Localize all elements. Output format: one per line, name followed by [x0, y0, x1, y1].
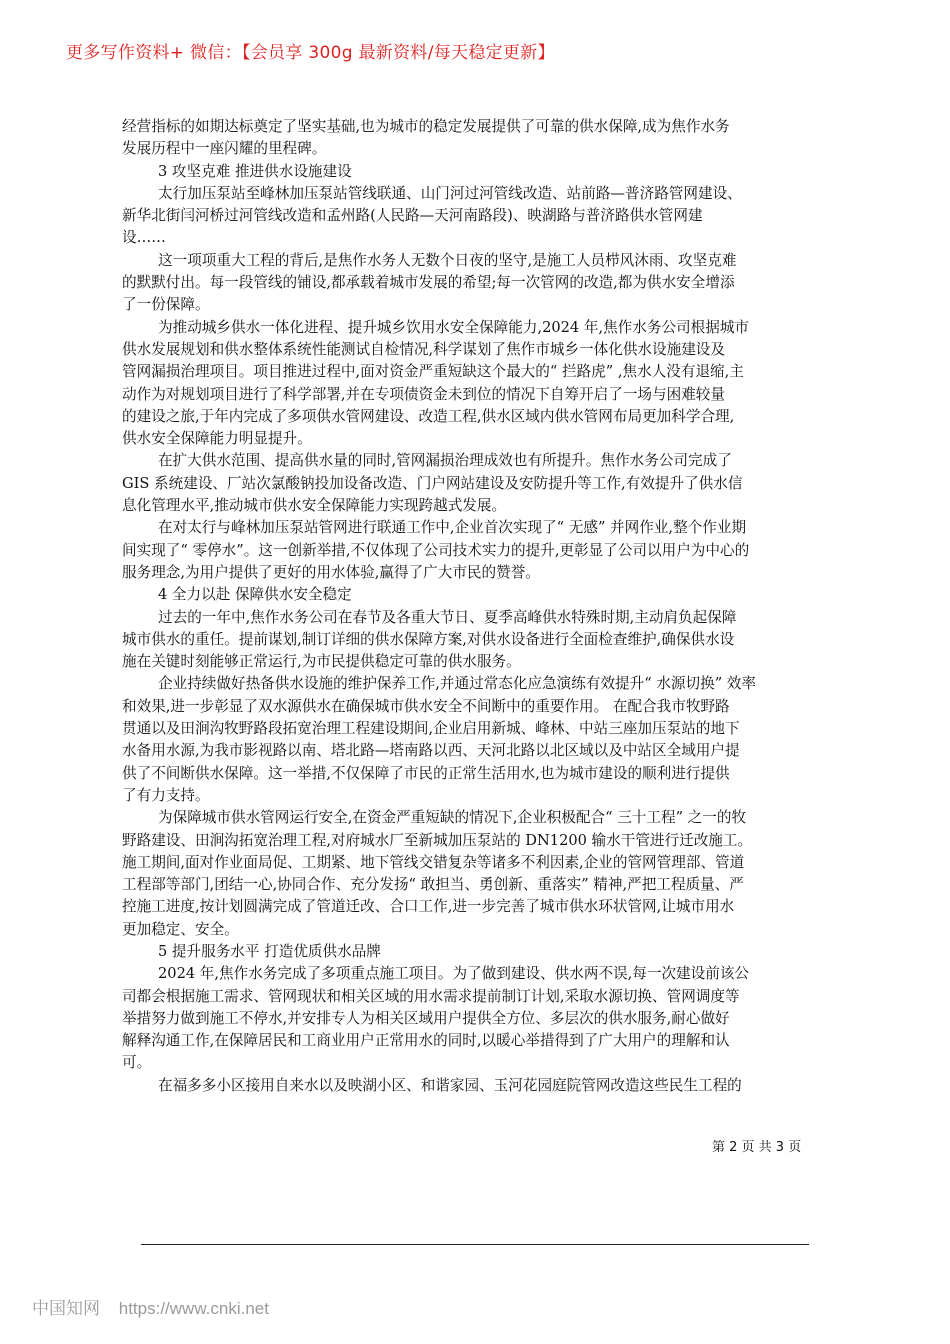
text-line: 企业持续做好热备供水设施的维护保养工作,并通过常态化应急演练有效提升“ 水源切换” 效率 — [158, 675, 756, 693]
cnki-logo-text: 中国知网 — [32, 1299, 100, 1318]
text-line: 供了不间断供水保障。这一举措,不仅保障了市民的正常生活用水,也为城市建设的顺利进行提供 — [122, 764, 730, 782]
text-line: 的默默付出。每一段管线的铺设,都承载着城市发展的希望;每一次管网的改造,都为供水安全增添 — [122, 274, 735, 292]
cnki-watermark — [32, 1294, 269, 1319]
text-line: 这一项项重大工程的背后,是焦作水务人无数个日夜的坚守,是施工人员栉风沐雨、攻坚克难 — [158, 251, 737, 269]
section-heading: 3 攻坚克难 推进供水设施建设 — [158, 162, 352, 180]
text-line: GIS 系统建设、厂站次氯酸钠投加设备改造、门户网站建设及安防提升等工作,有效提升了供水信 — [122, 474, 743, 492]
text-line: 可。 — [122, 1054, 152, 1072]
cnki-url: https://www.cnki.net — [118, 1299, 269, 1318]
text-line: 水备用水源,为我市影视路以南、塔北路—塔南路以西、天河北路以北区域以及中站区全域用户提 — [122, 742, 740, 760]
text-line: 了有力支持。 — [122, 786, 210, 804]
text-line: 动作为对规划项目进行了科学部署,并在专项债资金未到位的情况下自筹开启了一场与困难较量 — [122, 385, 725, 403]
text-line: 经营指标的如期达标奠定了坚实基础,也为城市的稳定发展提供了可靠的供水保障,成为焦作水务 — [122, 118, 730, 135]
text-line: 设…… — [122, 229, 166, 247]
text-line: 2024 年,焦作水务完成了多项重点施工项目。为了做到建设、供水两不误,每一次建设前该公 — [158, 965, 750, 983]
text-line: 为保障城市供水管网运行安全,在资金严重短缺的情况下,企业积极配合“ 三十工程” 之一的牧 — [158, 809, 747, 827]
text-line: 在对太行与峰林加压泵站管网进行联通工作中,企业首次实现了“ 无感” 并网作业,整个作业期 — [158, 519, 747, 537]
text-line: 司都会根据施工需求、管网现状和相关区域的用水需求提前制订计划,采取水源切换、管网调度等 — [122, 987, 740, 1005]
text-line: 工程部等部门,团结一心,协同合作、充分发扬“ 敢担当、勇创新、重落实” 精神,严把工程质量、严 — [122, 876, 744, 894]
text-line: 野路建设、田涧沟拓宽治理工程,对府城水厂至新城加压泵站的 DN1200 输水干管进行迁改施工。 — [122, 831, 753, 849]
footer-divider — [141, 1244, 809, 1245]
text-line: 间实现了“ 零停水”。这一创新举措,不仅体现了公司技术实力的提升,更彰显了公司以用户为中心的 — [122, 541, 750, 559]
text-line: 施工期间,面对作业面局促、工期紧、地下管线交错复杂等诸多不利因素,企业的管网管理部、管道 — [122, 853, 745, 871]
text-line: 解释沟通工作,在保障居民和工商业用户正常用水的同时,以暖心举措得到了广大用户的理解和认 — [122, 1032, 730, 1050]
document-body — [122, 116, 832, 1097]
text-line: 供水发展规划和供水整体系统性能测试自检情况,科学谋划了焦作市城乡一体化供水设施建设及 — [122, 340, 725, 358]
text-line: 和效果,进一步彰显了双水源供水在确保城市供水安全不间断中的重要作用。 在配合我市牧野路 — [122, 697, 730, 715]
text-line: 为推动城乡供水一体化进程、提升城乡饮用水安全保障能力,2024 年,焦作水务公司根据城市 — [158, 318, 750, 336]
section-heading: 5 提升服务水平 打造优质供水品牌 — [158, 942, 381, 960]
text-line: 发展历程中一座闪耀的里程碑。 — [122, 140, 327, 158]
page-number: 第 2 页 共 3 页 — [712, 1140, 802, 1155]
text-line: 在福多多小区接用自来水以及映湖小区、和谐家园、玉河花园庭院管网改造这些民生工程的 — [158, 1076, 742, 1094]
text-line: 息化管理水平,推动城市供水安全保障能力实现跨越式发展。 — [122, 497, 507, 515]
text-line: 举措努力做到施工不停水,并安排专人为相关区域用户提供全方位、多层次的供水服务,耐心做好 — [122, 1009, 730, 1027]
text-line: 太行加压泵站至峰林加压泵站管线联通、山门河过河管线改造、站前路—普济路管网建设、 — [158, 184, 742, 202]
text-line: 在扩大供水范围、提高供水量的同时,管网漏损治理成效也有所提升。焦作水务公司完成了 — [158, 452, 732, 470]
text-line: 供水安全保障能力明显提升。 — [122, 430, 312, 448]
text-line: 管网漏损治理项目。项目推进过程中,面对资金严重短缺这个最大的“ 拦路虎” ,焦水人没有退缩,主 — [122, 363, 744, 381]
text-line: 的建设之旅,于年内完成了多项供水管网建设、改造工程,供水区域内供水管网布局更加科学合理, — [122, 407, 735, 425]
text-line: 贯通以及田涧沟牧野路段拓宽治理工程建设期间,企业启用新城、峰林、中站三座加压泵站的地下 — [122, 720, 740, 738]
text-line: 服务理念,为用户提供了更好的用水体验,赢得了广大市民的赞誉。 — [122, 563, 540, 581]
text-line: 更加稳定、安全。 — [122, 920, 239, 938]
section-heading: 4 全力以赴 保障供水安全稳定 — [158, 586, 352, 604]
text-line: 控施工进度,按计划圆满完成了管道迁改、合口工作,进一步完善了城市供水环状管网,让城市用水 — [122, 898, 735, 916]
text-line: 施在关键时刻能够正常运行,为市民提供稳定可靠的供水服务。 — [122, 653, 521, 671]
text-line: 过去的一年中,焦作水务公司在春节及各重大节日、夏季高峰供水特殊时期,主动肩负起保障 — [158, 608, 737, 626]
text-line: 新华北街闫河桥过河管线改造和孟州路(人民路—天河南路段)、映湖路与普济路供水管网建 — [122, 207, 703, 225]
text-line: 了一份保障。 — [122, 296, 210, 314]
promo-banner: 更多写作资料+ 微信：【会员享 300g 最新资料/每天稳定更新】 — [66, 43, 555, 63]
text-line: 城市供水的重任。提前谋划,制订详细的供水保障方案,对供水设备进行全面检查维护,确保供水设 — [122, 630, 735, 648]
